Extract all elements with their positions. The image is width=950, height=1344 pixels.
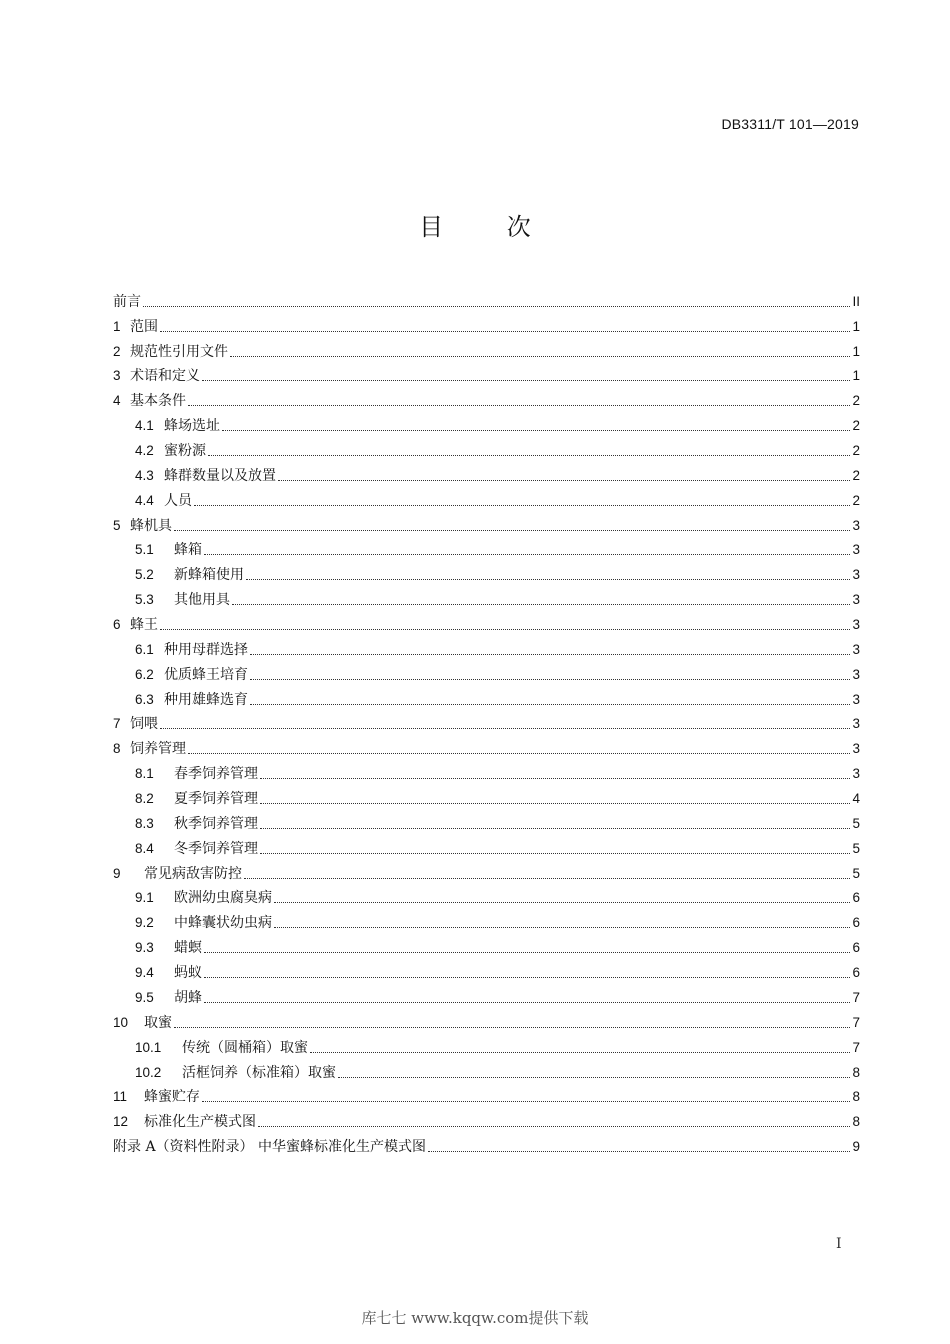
toc-entry[interactable] bbox=[113, 659, 860, 684]
dot-leader bbox=[204, 1002, 850, 1003]
page-number: I bbox=[836, 1236, 842, 1252]
dot-leader bbox=[278, 480, 850, 481]
toc-entry-label: 常见病敌害防控 bbox=[144, 865, 242, 882]
toc-entry-page: 4 bbox=[852, 791, 860, 807]
dot-leader bbox=[258, 1126, 850, 1127]
dot-leader bbox=[260, 778, 850, 779]
toc-entry[interactable] bbox=[113, 1032, 860, 1057]
toc-entry[interactable] bbox=[113, 709, 860, 734]
toc-entry-label: 优质蜂王培育 bbox=[164, 666, 248, 683]
toc-entry-label: 规范性引用文件 bbox=[130, 343, 228, 360]
toc-entry-page: 3 bbox=[852, 766, 860, 782]
toc-entry-number: 8.3 bbox=[135, 815, 154, 831]
toc-entry-number: 9.3 bbox=[135, 940, 154, 956]
toc-entry[interactable] bbox=[113, 311, 860, 336]
toc-entry-label: 新蜂箱使用 bbox=[174, 567, 244, 584]
toc-entry[interactable] bbox=[113, 957, 860, 982]
dot-leader bbox=[260, 803, 850, 804]
toc-entry[interactable] bbox=[113, 435, 860, 460]
toc-entry-number: 6.3 bbox=[135, 691, 154, 707]
toc-entry-page: 8 bbox=[852, 1114, 860, 1130]
toc-entry[interactable] bbox=[113, 385, 860, 410]
toc-entry-label: 传统（圆桶箱）取蜜 bbox=[182, 1039, 308, 1056]
toc-entry[interactable] bbox=[113, 758, 860, 783]
toc-entry-page: 8 bbox=[852, 1064, 860, 1080]
dot-leader bbox=[230, 356, 850, 357]
toc-entry-page: 3 bbox=[852, 617, 860, 633]
toc-entry-label: 欧洲幼虫腐臭病 bbox=[174, 890, 272, 907]
toc-entry-page: 5 bbox=[852, 815, 860, 831]
toc-entry-label: 蜂群数量以及放置 bbox=[164, 467, 276, 484]
toc-entry-number: 4.2 bbox=[135, 443, 154, 459]
toc-entry-page: 1 bbox=[852, 318, 860, 334]
toc-entry-number: 10.1 bbox=[135, 1039, 162, 1055]
toc-entry-number: 8.4 bbox=[135, 840, 154, 856]
table-of-contents bbox=[113, 286, 860, 1156]
toc-entry[interactable] bbox=[113, 286, 860, 311]
toc-entry-number: 4 bbox=[113, 393, 121, 409]
toc-entry[interactable] bbox=[113, 1131, 860, 1156]
toc-entry-label: 前言 bbox=[113, 293, 141, 310]
toc-entry-label: 蜂箱 bbox=[174, 542, 202, 559]
toc-entry-number: 8.2 bbox=[135, 791, 154, 807]
toc-entry-number: 9.4 bbox=[135, 965, 154, 981]
toc-entry-number: 4.1 bbox=[135, 418, 154, 434]
toc-entry-number: 9.2 bbox=[135, 915, 154, 931]
toc-entry-page: 3 bbox=[852, 741, 860, 757]
toc-entry[interactable] bbox=[113, 833, 860, 858]
toc-entry-number: 9.1 bbox=[135, 890, 154, 906]
dot-leader bbox=[143, 306, 850, 307]
toc-entry-label: 蜂机具 bbox=[130, 517, 172, 534]
dot-leader bbox=[274, 902, 850, 903]
toc-entry-number: 5.2 bbox=[135, 567, 154, 583]
toc-entry[interactable] bbox=[113, 634, 860, 659]
toc-entry[interactable] bbox=[113, 361, 860, 386]
toc-entry-page: 1 bbox=[852, 368, 860, 384]
toc-entry-label: 种用雄蜂选育 bbox=[164, 691, 248, 708]
dot-leader bbox=[160, 728, 850, 729]
toc-entry-page: 3 bbox=[852, 592, 860, 608]
toc-entry-number: 7 bbox=[113, 716, 121, 732]
dot-leader bbox=[188, 405, 850, 406]
toc-entry-page: 9 bbox=[852, 1139, 860, 1155]
dot-leader bbox=[250, 704, 850, 705]
toc-entry-page: II bbox=[852, 293, 860, 309]
toc-entry-page: 3 bbox=[852, 517, 860, 533]
toc-entry-page: 1 bbox=[852, 343, 860, 359]
toc-entry-label: 蜂蜜贮存 bbox=[144, 1089, 200, 1106]
toc-entry-number: 8 bbox=[113, 741, 121, 757]
toc-entry-label: 基本条件 bbox=[130, 393, 186, 410]
toc-entry-label: 蜂场选址 bbox=[164, 418, 220, 435]
dot-leader bbox=[208, 455, 850, 456]
toc-entry[interactable] bbox=[113, 858, 860, 883]
toc-entry[interactable] bbox=[113, 485, 860, 510]
toc-entry-label: 春季饲养管理 bbox=[174, 766, 258, 783]
toc-entry-page: 6 bbox=[852, 890, 860, 906]
toc-entry-label: 术语和定义 bbox=[130, 368, 200, 385]
toc-entry-number: 11 bbox=[113, 1089, 128, 1105]
toc-entry-label: 饲喂 bbox=[130, 716, 158, 733]
toc-entry-label: 蚂蚁 bbox=[174, 965, 202, 982]
toc-entry-number: 12 bbox=[113, 1114, 129, 1130]
toc-entry-number: 5 bbox=[113, 517, 121, 533]
toc-entry[interactable] bbox=[113, 1007, 860, 1032]
document-code: DB3311/T 101—2019 bbox=[721, 116, 859, 132]
toc-entry-page: 6 bbox=[852, 915, 860, 931]
toc-entry-number: 9.5 bbox=[135, 989, 154, 1005]
toc-entry-page: 2 bbox=[852, 443, 860, 459]
toc-entry-number: 10 bbox=[113, 1014, 129, 1030]
toc-entry-label: 饲养管理 bbox=[130, 741, 186, 758]
page-title: 目 次 bbox=[419, 213, 559, 241]
toc-entry-label: 中蜂囊状幼虫病 bbox=[174, 915, 272, 932]
toc-entry[interactable] bbox=[113, 510, 860, 535]
toc-entry[interactable] bbox=[113, 733, 860, 758]
toc-entry-label: 冬季饲养管理 bbox=[174, 840, 258, 857]
toc-entry-number: 4.3 bbox=[135, 467, 154, 483]
toc-entry[interactable] bbox=[113, 1106, 860, 1131]
toc-entry-label: 蜂王 bbox=[130, 617, 158, 634]
toc-entry-number: 6 bbox=[113, 617, 121, 633]
toc-entry-page: 6 bbox=[852, 965, 860, 981]
dot-leader bbox=[160, 629, 850, 630]
dot-leader bbox=[202, 1101, 850, 1102]
toc-entry[interactable] bbox=[113, 783, 860, 808]
toc-entry-page: 8 bbox=[852, 1089, 860, 1105]
dot-leader bbox=[260, 853, 850, 854]
toc-entry-number: 4.4 bbox=[135, 492, 154, 508]
toc-entry-page: 7 bbox=[852, 1039, 860, 1055]
toc-entry[interactable] bbox=[113, 535, 860, 560]
toc-entry-page: 3 bbox=[852, 567, 860, 583]
toc-entry-page: 5 bbox=[852, 840, 860, 856]
toc-entry-label: 取蜜 bbox=[144, 1014, 172, 1031]
toc-entry-number: 3 bbox=[113, 368, 121, 384]
toc-entry[interactable] bbox=[113, 907, 860, 932]
toc-entry-page: 3 bbox=[852, 542, 860, 558]
toc-entry[interactable] bbox=[113, 559, 860, 584]
dot-leader bbox=[250, 679, 850, 680]
dot-leader bbox=[310, 1052, 850, 1053]
toc-entry[interactable] bbox=[113, 584, 860, 609]
dot-leader bbox=[204, 952, 850, 953]
toc-entry-page: 2 bbox=[852, 393, 860, 409]
toc-entry[interactable] bbox=[113, 982, 860, 1007]
toc-entry-label: 人员 bbox=[164, 492, 192, 509]
dot-leader bbox=[174, 1027, 850, 1028]
toc-entry-page: 3 bbox=[852, 666, 860, 682]
toc-entry[interactable] bbox=[113, 883, 860, 908]
toc-entry-number: 6.1 bbox=[135, 641, 154, 657]
toc-entry-page: 7 bbox=[852, 1014, 860, 1030]
dot-leader bbox=[232, 604, 850, 605]
toc-entry-label: 蜡螟 bbox=[174, 940, 202, 957]
toc-entry-label: 活框饲养（标准箱）取蜜 bbox=[182, 1064, 336, 1081]
toc-entry[interactable] bbox=[113, 808, 860, 833]
toc-entry-label: 标准化生产模式图 bbox=[144, 1114, 256, 1131]
download-watermark: 库七七 www.kqqw.com提供下载 bbox=[361, 1309, 589, 1327]
dot-leader bbox=[246, 579, 850, 580]
toc-entry-page: 3 bbox=[852, 641, 860, 657]
toc-entry-number: 5.1 bbox=[135, 542, 154, 558]
dot-leader bbox=[222, 430, 850, 431]
dot-leader bbox=[250, 654, 850, 655]
toc-entry-label: 秋季饲养管理 bbox=[174, 815, 258, 832]
toc-entry[interactable] bbox=[113, 1082, 860, 1107]
toc-entry-label: 附录 A（资料性附录） 中华蜜蜂标准化生产模式图 bbox=[113, 1139, 427, 1156]
toc-entry-page: 2 bbox=[852, 418, 860, 434]
dot-leader bbox=[160, 331, 850, 332]
dot-leader bbox=[188, 753, 850, 754]
toc-entry-number: 8.1 bbox=[135, 766, 154, 782]
toc-entry[interactable] bbox=[113, 410, 860, 435]
toc-entry-page: 6 bbox=[852, 940, 860, 956]
dot-leader bbox=[174, 530, 850, 531]
toc-entry-page: 2 bbox=[852, 467, 860, 483]
toc-entry[interactable] bbox=[113, 932, 860, 957]
toc-entry-page: 5 bbox=[852, 865, 860, 881]
dot-leader bbox=[338, 1077, 850, 1078]
toc-entry[interactable] bbox=[113, 684, 860, 709]
toc-entry-number: 6.2 bbox=[135, 666, 154, 682]
toc-entry-label: 种用母群选择 bbox=[164, 641, 248, 658]
toc-entry[interactable] bbox=[113, 460, 860, 485]
dot-leader bbox=[260, 828, 850, 829]
toc-entry-label: 夏季饲养管理 bbox=[174, 791, 258, 808]
toc-entry-number: 1 bbox=[113, 318, 121, 334]
toc-entry-page: 3 bbox=[852, 691, 860, 707]
dot-leader bbox=[428, 1151, 850, 1152]
dot-leader bbox=[202, 380, 850, 381]
dot-leader bbox=[204, 977, 850, 978]
toc-entry-label: 其他用具 bbox=[174, 592, 230, 609]
dot-leader bbox=[274, 927, 850, 928]
toc-entry[interactable] bbox=[113, 336, 860, 361]
toc-entry-page: 2 bbox=[852, 492, 860, 508]
toc-entry-number: 2 bbox=[113, 343, 121, 359]
toc-entry-number: 5.3 bbox=[135, 592, 154, 608]
toc-entry-label: 范围 bbox=[130, 318, 158, 335]
toc-entry[interactable] bbox=[113, 1057, 860, 1082]
toc-entry-label: 蜜粉源 bbox=[164, 443, 206, 460]
toc-entry-label: 胡蜂 bbox=[174, 989, 202, 1006]
dot-leader bbox=[204, 554, 850, 555]
toc-entry-page: 7 bbox=[852, 989, 860, 1005]
toc-entry-page: 3 bbox=[852, 716, 860, 732]
toc-entry-number: 10.2 bbox=[135, 1064, 162, 1080]
dot-leader bbox=[194, 505, 850, 506]
dot-leader bbox=[244, 878, 850, 879]
toc-entry[interactable] bbox=[113, 609, 860, 634]
toc-entry-number: 9 bbox=[113, 865, 121, 881]
